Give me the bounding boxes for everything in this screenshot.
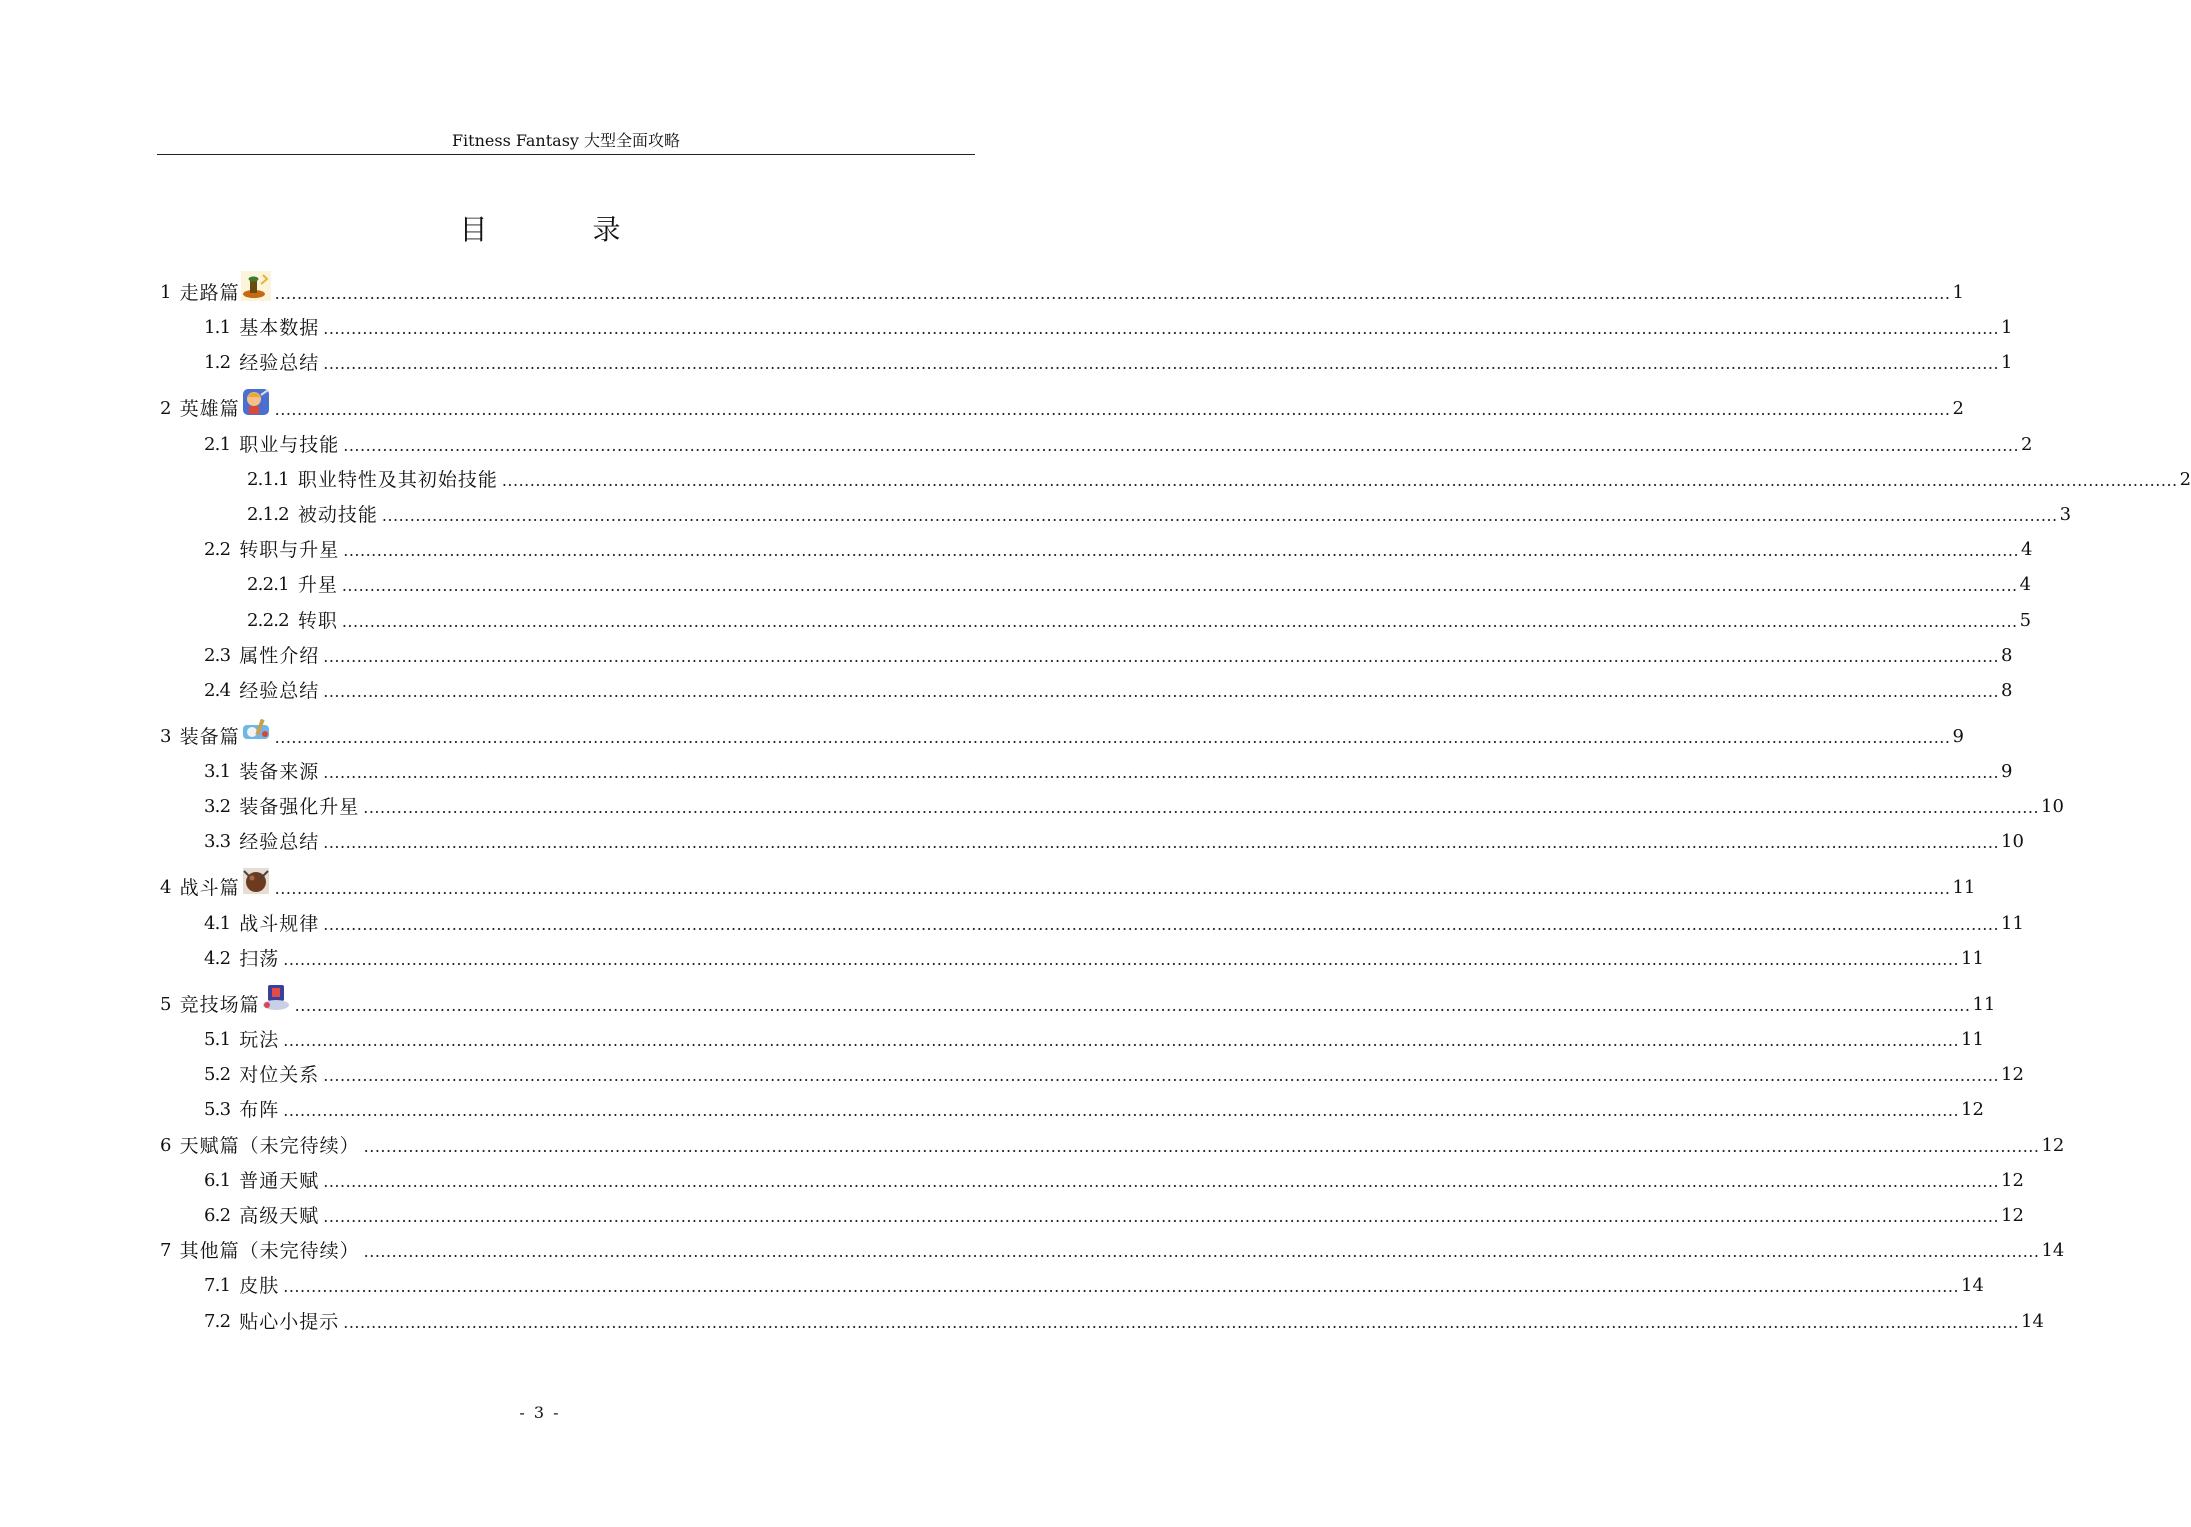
toc-leader-dots: ............................................................................................................................................................................................................................................................................................................ <box>274 879 1951 899</box>
toc-entry-number: 2 <box>160 398 171 420</box>
toc-entry-number: 1.2 <box>204 352 231 374</box>
toc-title: 目 录 <box>459 213 669 246</box>
toc-leader-dots: ............................................................................................................................................................................................................................................................................................................ <box>283 1031 1960 1050</box>
toc-entry-number: 2.3 <box>204 644 231 666</box>
toc-entry-title: 其他篇（未完待续） <box>179 1240 360 1263</box>
toc-entry-title: 战斗规律 <box>239 912 320 935</box>
toc-entry-page: 12 <box>2041 1134 2065 1156</box>
toc-entry[interactable] <box>160 304 2013 340</box>
toc-entry-title: 装备来源 <box>239 761 320 784</box>
toc-entry-page: 1 <box>2001 352 2013 374</box>
toc-entry[interactable] <box>160 783 2064 819</box>
toc-entry-page: 10 <box>2041 796 2064 818</box>
toc-entry-number: 5.1 <box>204 1029 231 1050</box>
toc-entry-number: 2.4 <box>204 679 231 701</box>
toc-leader-dots: ............................................................................................................................................................................................................................................................................................................ <box>323 1171 2000 1191</box>
toc-entry[interactable] <box>160 596 2032 632</box>
toc-leader-dots: ............................................................................................................................................................................................................................................................................................................ <box>381 505 2058 525</box>
toc-entry[interactable] <box>160 899 2024 935</box>
toc-entry[interactable] <box>160 853 1976 900</box>
toc-entry[interactable] <box>160 1157 2024 1192</box>
toc-leader-dots: ............................................................................................................................................................................................................................................................................................................ <box>363 1136 2040 1156</box>
toc-entry[interactable] <box>160 561 2032 597</box>
toc-entry-title: 战斗篇 <box>179 877 240 900</box>
toc-entry[interactable] <box>160 374 1964 421</box>
toc-entry-title: 职业特性及其初始技能 <box>297 468 498 491</box>
toc-leader-dots: ............................................................................................................................................................................................................................................................................................................ <box>274 284 1951 303</box>
toc-entry-title: 皮肤 <box>239 1275 280 1298</box>
toc-entry-number: 3.2 <box>204 796 231 818</box>
toc-entry[interactable] <box>160 667 2013 702</box>
toc-entry-page: 9 <box>1952 725 1964 747</box>
toc-leader-dots: ............................................................................................................................................................................................................................................................................................................ <box>283 949 1960 969</box>
toc-entry[interactable] <box>160 748 2013 784</box>
toc-leader-dots: ............................................................................................................................................................................................................................................................................................................ <box>323 1066 2000 1086</box>
toc-entry-page: 1 <box>1952 282 1964 303</box>
toc-leader-dots: ............................................................................................................................................................................................................................................................................................................ <box>343 435 2020 455</box>
toc-entry-page: 11 <box>1961 947 1984 969</box>
toc-entry[interactable] <box>160 970 1996 1016</box>
toc-leader-dots: ............................................................................................................................................................................................................................................................................................................ <box>341 576 2018 596</box>
toc-leader-dots: ............................................................................................................................................................................................................................................................................................................ <box>274 400 1951 420</box>
hero-avatar-icon <box>241 387 271 417</box>
toc-entry-title: 升星 <box>297 574 338 597</box>
toc-entry[interactable] <box>160 818 2024 854</box>
arena-icon <box>261 983 291 1013</box>
toc-leader-dots: ............................................................................................................................................................................................................................................................................................................ <box>283 1277 1960 1297</box>
toc-entry-page: 14 <box>2021 1310 2044 1332</box>
toc-entry-page: 2 <box>1952 398 1964 420</box>
toc-entry-number: 4.1 <box>204 912 231 934</box>
toc-entry[interactable] <box>160 1262 1984 1298</box>
walking-shoe-icon <box>241 271 271 301</box>
toc-entry-number: 2.2 <box>204 539 231 561</box>
toc-entry-title: 高级天赋 <box>239 1204 320 1227</box>
toc-entry-page: 2 <box>2179 468 2191 490</box>
toc-entry[interactable] <box>160 1227 2065 1263</box>
toc-leader-dots: ............................................................................................................................................................................................................................................................................................................ <box>323 681 2000 701</box>
toc-entry[interactable] <box>160 1016 1984 1051</box>
toc-entry-number: 6.1 <box>204 1169 231 1191</box>
toc-entry-number: 4.2 <box>204 947 231 969</box>
toc-entry-number: 2.2.2 <box>247 609 289 631</box>
toc-leader-dots: ............................................................................................................................................................................................................................................................................................................ <box>363 798 2040 818</box>
toc-entry-title: 玩法 <box>239 1029 280 1051</box>
toc-entry-title: 竞技场篇 <box>179 993 260 1016</box>
toc-leader-dots: ............................................................................................................................................................................................................................................................................................................ <box>323 646 2000 666</box>
toc-leader-dots: ............................................................................................................................................................................................................................................................................................................ <box>341 611 2018 631</box>
toc-entry-page: 4 <box>2021 539 2033 561</box>
toc-entry-title: 贴心小提示 <box>239 1310 340 1333</box>
table-of-contents <box>160 258 2191 1333</box>
toc-entry-page: 11 <box>1961 1029 1984 1050</box>
toc-entry[interactable] <box>160 420 2033 456</box>
toc-entry-page: 2 <box>2021 433 2033 455</box>
toc-entry-title: 对位关系 <box>239 1064 320 1087</box>
toc-entry-title: 经验总结 <box>239 352 320 375</box>
toc-entry-title: 经验总结 <box>239 679 320 702</box>
toc-entry-number: 1 <box>160 282 171 303</box>
toc-entry-page: 5 <box>2019 609 2032 631</box>
toc-leader-dots: ............................................................................................................................................................................................................................................................................................................ <box>283 1101 1960 1121</box>
toc-entry-page: 14 <box>2041 1240 2065 1262</box>
toc-entry[interactable] <box>160 1121 2065 1157</box>
toc-entry-number: 2.1 <box>204 433 231 455</box>
toc-entry-title: 职业与技能 <box>239 433 340 456</box>
toc-entry-title: 基本数据 <box>239 317 320 340</box>
toc-leader-dots: ............................................................................................................................................................................................................................................................................................................ <box>323 354 2000 374</box>
toc-entry[interactable] <box>160 632 2013 667</box>
toc-entry-page: 11 <box>1972 993 1996 1015</box>
toc-entry-title: 经验总结 <box>239 831 320 854</box>
toc-entry[interactable] <box>160 1086 1984 1122</box>
toc-entry-page: 11 <box>1952 877 1976 899</box>
toc-entry-page: 1 <box>2001 317 2013 339</box>
toc-entry-page: 10 <box>2001 831 2024 853</box>
toc-leader-dots: ............................................................................................................................................................................................................................................................................................................ <box>323 833 2000 853</box>
toc-entry-title: 转职与升星 <box>239 539 340 562</box>
toc-entry-title: 装备篇 <box>179 725 240 748</box>
toc-entry-number: 6.2 <box>204 1204 231 1226</box>
toc-leader-dots: ............................................................................................................................................................................................................................................................................................................ <box>363 1242 2040 1262</box>
toc-entry-number: 2.1.2 <box>247 503 289 525</box>
toc-entry-title: 英雄篇 <box>179 398 240 421</box>
toc-entry[interactable] <box>160 258 1964 304</box>
toc-leader-dots: ............................................................................................................................................................................................................................................................................................................ <box>323 1206 2000 1226</box>
toc-entry-title: 属性介绍 <box>239 644 320 667</box>
toc-entry[interactable] <box>160 935 1984 970</box>
toc-leader-dots: ............................................................................................................................................................................................................................................................................................................ <box>274 727 1951 747</box>
battle-bomb-icon <box>241 866 271 896</box>
toc-entry[interactable] <box>160 339 2013 375</box>
toc-entry-number: 7.2 <box>204 1310 231 1332</box>
page-number: - 3 - <box>519 1403 561 1422</box>
toc-entry-number: 5 <box>160 993 171 1015</box>
toc-entry-number: 1.1 <box>204 317 231 339</box>
toc-entry-title: 被动技能 <box>297 503 378 526</box>
toc-leader-dots: ............................................................................................................................................................................................................................................................................................................ <box>501 470 2178 490</box>
toc-entry-number: 5.3 <box>204 1099 231 1121</box>
toc-entry-number: 7 <box>160 1240 171 1262</box>
header-rule <box>157 154 975 155</box>
toc-entry[interactable] <box>160 491 2072 526</box>
toc-entry-number: 6 <box>160 1134 171 1156</box>
toc-entry-title: 装备强化升星 <box>239 796 360 819</box>
toc-entry-page: 12 <box>2001 1169 2024 1191</box>
toc-leader-dots: ............................................................................................................................................................................................................................................................................................................ <box>323 914 2000 934</box>
toc-entry-title: 走路篇 <box>179 282 240 304</box>
toc-entry-number: 3.3 <box>204 831 231 853</box>
toc-entry-title: 天赋篇（未完待续） <box>179 1134 360 1157</box>
toc-leader-dots: ............................................................................................................................................................................................................................................................................................................ <box>294 995 1971 1015</box>
toc-entry-page: 12 <box>1961 1099 1984 1121</box>
toc-entry-title: 转职 <box>297 609 338 632</box>
toc-entry-page: 12 <box>2001 1064 2024 1086</box>
toc-entry-number: 4 <box>160 877 171 899</box>
toc-entry[interactable] <box>160 526 2033 562</box>
toc-entry-number: 2.1.1 <box>247 468 289 490</box>
toc-entry-number: 3 <box>160 725 171 747</box>
toc-entry-page: 11 <box>2001 912 2024 934</box>
running-header: Fitness Fantasy 大型全面攻略 <box>451 131 681 150</box>
equipment-icon <box>241 715 271 745</box>
toc-entry-page: 4 <box>2019 574 2032 596</box>
toc-entry[interactable] <box>160 1051 2024 1087</box>
toc-leader-dots: ............................................................................................................................................................................................................................................................................................................ <box>343 1312 2020 1332</box>
toc-entry[interactable] <box>160 456 2191 491</box>
toc-entry-page: 8 <box>2001 679 2013 701</box>
toc-entry-page: 9 <box>2001 761 2013 783</box>
toc-entry-page: 8 <box>2001 644 2013 666</box>
toc-entry-page: 3 <box>2059 503 2072 525</box>
toc-entry-number: 3.1 <box>204 761 231 783</box>
toc-leader-dots: ............................................................................................................................................................................................................................................................................................................ <box>323 319 2000 339</box>
toc-entry-page: 12 <box>2001 1204 2024 1226</box>
toc-entry-title: 普通天赋 <box>239 1169 320 1192</box>
toc-entry-number: 5.2 <box>204 1064 231 1086</box>
toc-entry[interactable] <box>160 1297 2044 1333</box>
toc-leader-dots: ............................................................................................................................................................................................................................................................................................................ <box>323 763 2000 783</box>
toc-entry[interactable] <box>160 1192 2024 1227</box>
toc-entry-number: 7.1 <box>204 1275 231 1297</box>
toc-entry-title: 扫荡 <box>239 947 280 970</box>
toc-entry[interactable] <box>160 702 1964 748</box>
toc-leader-dots: ............................................................................................................................................................................................................................................................................................................ <box>343 541 2020 561</box>
toc-entry-page: 14 <box>1961 1275 1984 1297</box>
toc-entry-title: 布阵 <box>239 1099 280 1122</box>
toc-entry-number: 2.2.1 <box>247 574 289 596</box>
